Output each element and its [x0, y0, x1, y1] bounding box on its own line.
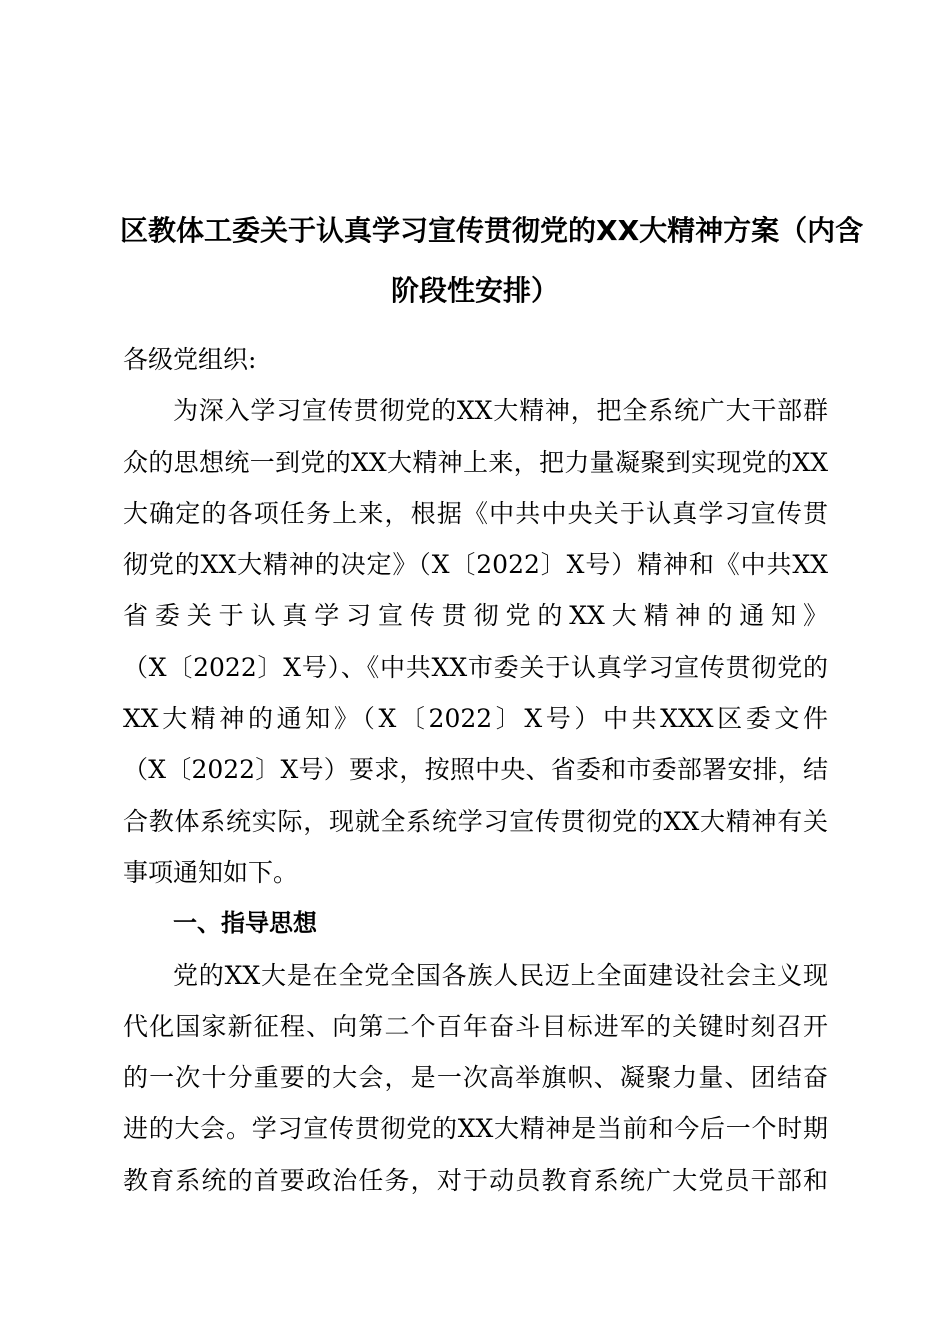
paragraph-line: （X〔2022〕X号）要求，按照中央、省委和市委部署安排，结 — [123, 755, 828, 785]
salutation: 各级党组织: — [123, 345, 257, 374]
paragraph-line: 进的大会。学习宣传贯彻党的XX大精神是当前和今后一个时期 — [123, 1114, 828, 1144]
title-line: 阶段性安排） — [390, 274, 559, 307]
paragraph-line: 众的思想统一到党的XX大精神上来，把力量凝聚到实现党的XX — [123, 447, 828, 477]
paragraph-line: XX大精神的通知》（X〔2022〕X号）中共XXX区委文件 — [123, 704, 828, 734]
paragraph-line: 大确定的各项任务上来，根据《中共中央关于认真学习宣传贯 — [123, 498, 828, 528]
paragraph-line: 省委关于认真学习宣传贯彻党的XX大精神的通知》 — [123, 601, 828, 631]
paragraph-line: （X〔2022〕X号）、《中共XX市委关于认真学习宣传贯彻党的 — [123, 652, 828, 682]
paragraph-line: 的一次十分重要的大会，是一次高举旗帜、凝聚力量、团结奋 — [123, 1063, 828, 1093]
paragraph-line: 党的XX大是在全党全国各族人民迈上全面建设社会主义现 — [173, 960, 828, 990]
paragraph-line: 为深入学习宣传贯彻党的XX大精神，把全系统广大干部群 — [173, 396, 828, 426]
title-line: 区教体工委关于认真学习宣传贯彻党的XX大精神方案（内含 — [120, 214, 864, 247]
section-heading: 一、指导思想 — [173, 909, 317, 938]
document-body — [123, 334, 828, 1206]
paragraph-line: 教育系统的首要政治任务，对于动员教育系统广大党员干部和 — [123, 1165, 828, 1195]
paragraph-line: 合教体系统实际，现就全系统学习宣传贯彻党的XX大精神有关 — [123, 806, 828, 836]
paragraph-line: 事项通知如下。 — [123, 857, 299, 887]
document-title — [120, 201, 864, 321]
paragraph-line: 彻党的XX大精神的决定》（X〔2022〕X号）精神和《中共XX — [123, 550, 828, 580]
paragraph-line: 代化国家新征程、向第二个百年奋斗目标进军的关键时刻召开 — [123, 1011, 828, 1041]
